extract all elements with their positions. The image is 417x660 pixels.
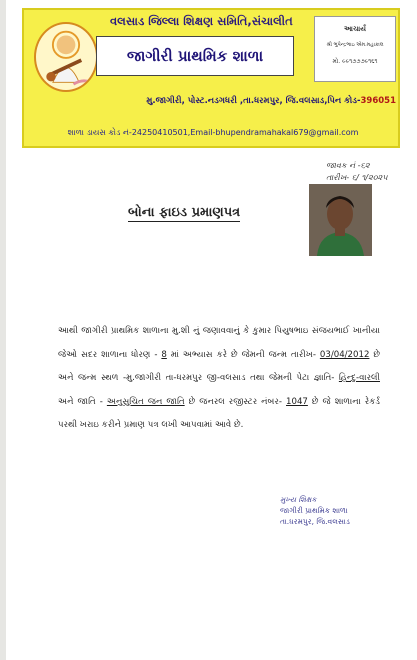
body-part-4: અને જાતિ - [58,396,103,407]
letterhead [22,8,400,148]
student-photo [309,184,372,256]
pin-code: 396051 [360,96,396,106]
page-edge [0,0,6,660]
body-part-5: છે જનરલ રજીસ્ટર નંબર- [188,396,282,407]
student-subcaste: હિન્દુ-વારલી [338,373,380,383]
school-address [84,96,396,106]
school-name: જાગીરી પ્રાથમિક શાળા [96,36,294,76]
signature-line-1: મુખ્ય શિક્ષક [280,495,317,504]
samiti-title: વલસાડ જિલ્લા શિક્ષણ સમિતિ,સંચાલીત [110,14,293,28]
signature-line-2: જાગીરી પ્રાથમિક શાળા [280,506,348,515]
body-part-2: માં અભ્યાસ કરે છે જેમની જન્મ તારીખ- [170,349,316,360]
body-part-3: છે અને જન્મ સ્થળ -મુ.જાગીરી તા-ધરમપુર જી-વલસાડ તથા જેમની પેટા જ્ઞાતિ- [58,349,381,383]
principal-title: આચાર્ય [344,25,366,33]
principal-name: શ્રી ભુપેન્દ્રભાઇ એમ.મહાકાલ [326,42,384,48]
address-text: મુ.જાગીરી, પોસ્ટ.નડગધરી ,તા.ધરમપુર, જિ.વલસાડ,પિન કોડ- [146,96,361,106]
outward-number: જાવક નં -૬૨ [326,161,370,170]
certificate-body [58,320,380,438]
principal-phone: મો. ૯૯૧૭૭૭૯૧૬૧ [332,58,378,65]
dise-email-line: શાળા ડાયસ કોડ નં-24250410501,Email-bhupendramahakal679@gmail.com [67,128,359,137]
letter-date: તારીખ- ૬/ ૧/૨૦૨૫ [326,173,388,182]
certificate-title: બોના ફાઇડ પ્રમાણપત્ર [128,205,241,220]
gr-number: 1047 [286,396,308,407]
signature-stamp [280,494,390,527]
principal-box [314,16,396,82]
body-part-1: આથી જાગીરી પ્રાથમિક શાળાના મુ.શી નું જણાવવાનું કે કુમાર પિયુષભાઇ સંજયભાઈ ખાનીયા જેઓ સદર શાળાના ધોરણ - [58,326,380,360]
student-caste: અનુસુચિત જન જાતિ [106,396,185,407]
signature-line-3: તા.ધરમપુર, જિ.વલસાડ [280,517,350,526]
body-part-6: છે જે શાળાના રેકર્ડ પરથી ખરાઇ કરીને પ્રમાણ પત્ર લખી આપવામાં આવે છે. [58,396,380,430]
student-dob: 03/04/2012 [319,349,370,360]
student-standard: 8 [161,349,167,360]
saraswati-logo-icon [34,22,98,92]
